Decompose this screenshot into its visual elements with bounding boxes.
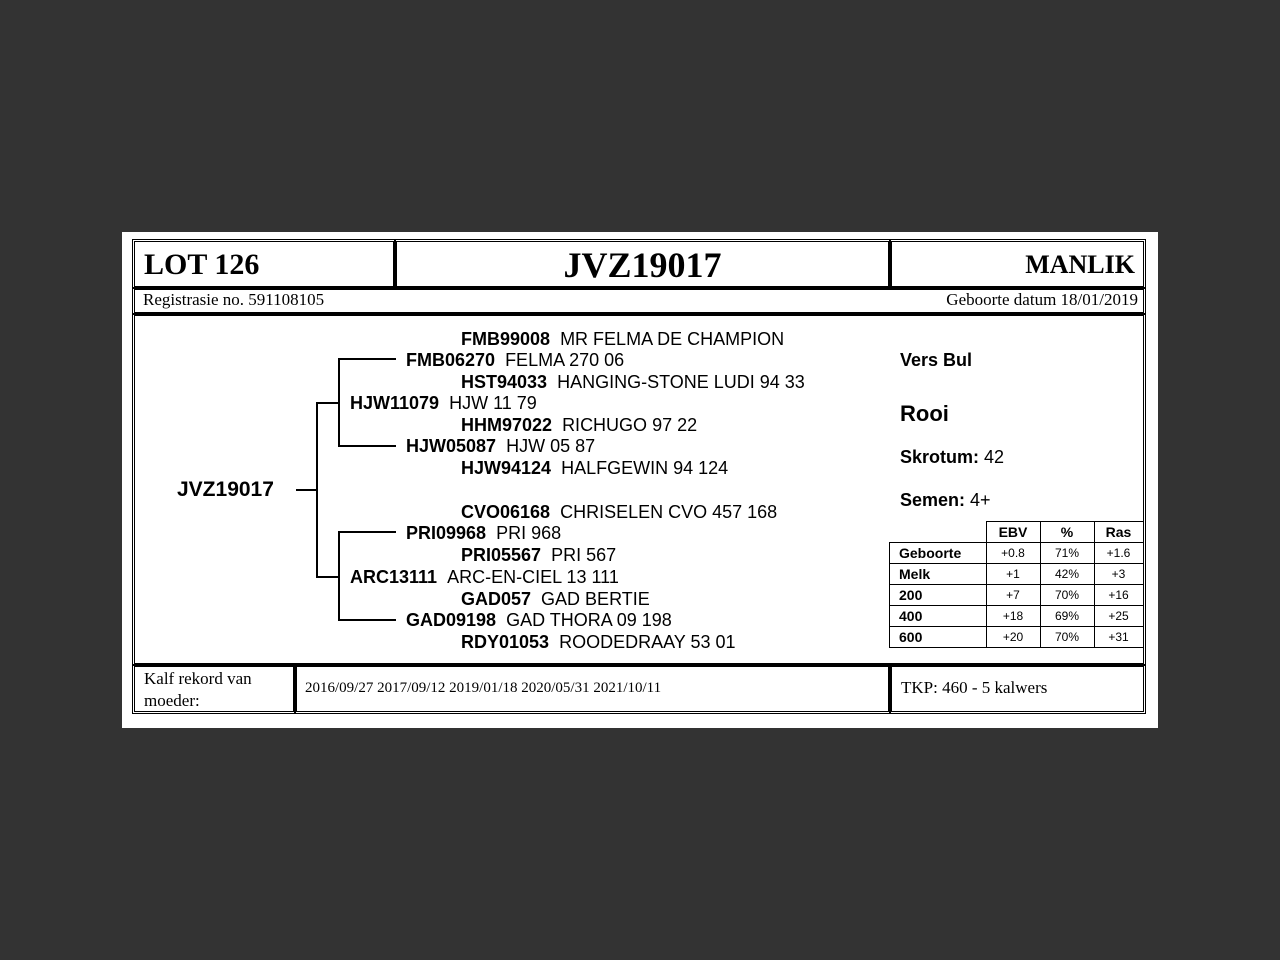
pedigree-entry [406, 610, 672, 631]
animal-code: HST94033 [461, 372, 548, 392]
ebv-value: +18 [986, 606, 1040, 627]
lot-card [122, 232, 1158, 728]
ebv-row-label: 200 [890, 585, 987, 606]
dam-vertical-line [338, 531, 340, 621]
animal-code: HJW05087 [406, 436, 497, 456]
animal-name: MR FELMA DE CHAMPION [560, 329, 785, 349]
animal-name: RICHUGO 97 22 [562, 415, 698, 435]
animal-name: FELMA 270 06 [505, 350, 625, 370]
ebv-breed-avg: +31 [1094, 627, 1143, 648]
animal-code: RDY01053 [461, 632, 550, 652]
pedigree-entry [406, 436, 595, 457]
tkp-box [889, 664, 1146, 714]
ebv-value: +20 [986, 627, 1040, 648]
ebv-row [890, 606, 1144, 627]
ebv-breed-avg: +3 [1094, 564, 1143, 585]
animal-code: HHM97022 [461, 415, 553, 435]
calf-record-label-line: Kalf rekord van [144, 669, 252, 688]
animal-id-title: JVZ19017 [563, 245, 722, 285]
pedigree-entry [461, 589, 650, 610]
sire-vertical-line [338, 358, 340, 447]
pedigree-entry [461, 415, 697, 436]
animal-code: HJW94124 [461, 458, 552, 478]
ebv-header-blank [890, 522, 987, 543]
animal-code: GAD09198 [406, 610, 497, 630]
animal-name: CHRISELEN CVO 457 168 [560, 502, 778, 522]
animal-type: Vers Bul [900, 350, 973, 370]
ebv-breed-avg: +25 [1094, 606, 1143, 627]
animal-code: GAD057 [461, 589, 532, 609]
animal-name: HALFGEWIN 94 124 [561, 458, 729, 478]
ebv-row [890, 585, 1144, 606]
dam-dam-line [338, 619, 396, 621]
animal-name: PRI 567 [551, 545, 617, 565]
animal-sex: MANLIK [1025, 250, 1135, 279]
pedigree-entry [350, 393, 537, 414]
animal-name: HANGING-STONE LUDI 94 33 [557, 372, 805, 392]
ebv-table [889, 521, 1144, 648]
animal-id-box [394, 239, 891, 289]
ebv-header-row [890, 522, 1144, 543]
scrotum-value: 42 [984, 447, 1005, 467]
ebv-row-label: 600 [890, 627, 987, 648]
pedigree-entry [406, 523, 561, 544]
calf-dates: 2016/09/27 2017/09/12 2019/01/18 2020/05/31 2021/10/11 [305, 680, 662, 696]
main-vertical-line [316, 402, 318, 578]
animal-code: FMB06270 [406, 350, 496, 370]
ebv-header: % [1040, 522, 1094, 543]
animal-code: ARC13111 [350, 567, 438, 587]
animal-name: ROODEDRAAY 53 01 [559, 632, 736, 652]
ebv-value: +7 [986, 585, 1040, 606]
ebv-accuracy: 70% [1040, 627, 1094, 648]
calf-dates-box [294, 664, 891, 714]
ebv-accuracy: 71% [1040, 543, 1094, 564]
animal-name: HJW 11 79 [449, 393, 537, 413]
sex-box [889, 239, 1146, 289]
animal-name: GAD BERTIE [541, 589, 650, 609]
ebv-row-label: 400 [890, 606, 987, 627]
animal-name: PRI 968 [496, 523, 562, 543]
lot-number: LOT 126 [144, 248, 260, 281]
animal-code: FMB99008 [461, 329, 551, 349]
ebv-accuracy: 69% [1040, 606, 1094, 627]
animal-color: Rooi [900, 401, 949, 426]
dam-sire-line [338, 531, 396, 533]
sire-connector [316, 402, 340, 404]
sire-sire-line [338, 358, 396, 360]
dam-connector [316, 576, 340, 578]
root-connector [296, 489, 318, 491]
ebv-header: EBV [986, 522, 1040, 543]
animal-code: PRI05567 [461, 545, 542, 565]
animal-code: CVO06168 [461, 502, 551, 522]
scrotum-label: Skrotum: [900, 447, 980, 467]
ebv-row-label: Melk [890, 564, 987, 585]
animal-code: HJW11079 [350, 393, 440, 413]
pedigree-entry [461, 329, 784, 350]
ebv-breed-avg: +1.6 [1094, 543, 1143, 564]
ebv-value: +1 [986, 564, 1040, 585]
animal-name: ARC-EN-CIEL 13 111 [447, 567, 619, 587]
ebv-accuracy: 70% [1040, 585, 1094, 606]
pedigree-entry [461, 372, 805, 393]
pedigree-entry [350, 567, 619, 588]
animal-name: GAD THORA 09 198 [506, 610, 672, 630]
ebv-row-label: Geboorte [890, 543, 987, 564]
pedigree-root: JVZ19017 [177, 478, 274, 501]
pedigree-entry [406, 350, 624, 371]
semen-field [900, 490, 991, 511]
ebv-row [890, 543, 1144, 564]
ebv-breed-avg: +16 [1094, 585, 1143, 606]
scrotum-field [900, 447, 1004, 468]
semen-label: Semen: [900, 490, 966, 510]
pedigree-entry [461, 458, 728, 479]
lot-box [132, 239, 396, 289]
calf-record-label-line: moeder: [144, 691, 200, 710]
pedigree-entry [461, 545, 616, 566]
ebv-value: +0.8 [986, 543, 1040, 564]
registration-row [132, 287, 1146, 315]
tkp-value: TKP: 460 - 5 kalwers [901, 678, 1048, 697]
pedigree-entry [461, 632, 735, 653]
sire-dam-line [338, 445, 396, 447]
ebv-header: Ras [1094, 522, 1143, 543]
animal-name: HJW 05 87 [506, 436, 596, 456]
calf-record-label [144, 668, 252, 712]
birth-date: Geboorte datum 18/01/2019 [946, 290, 1138, 309]
ebv-row [890, 564, 1144, 585]
animal-code: PRI09968 [406, 523, 487, 543]
semen-value: 4+ [970, 490, 991, 510]
calf-record-label-box [132, 664, 296, 714]
pedigree-entry [461, 502, 777, 523]
ebv-row [890, 627, 1144, 648]
ebv-accuracy: 42% [1040, 564, 1094, 585]
registration-number: Registrasie no. 591108105 [143, 290, 325, 309]
